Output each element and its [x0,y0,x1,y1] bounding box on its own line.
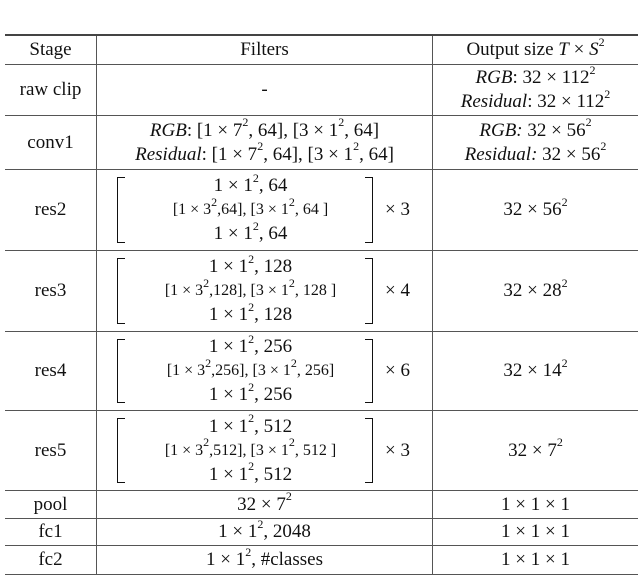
table-row-conv1 [5,116,638,170]
filters-cell [97,546,433,574]
filter-line: $1 \times 1^2$, 256 [208,331,293,357]
block-multiplier: × 3 [385,199,410,220]
right-bracket [365,339,373,403]
output-size-cell [433,519,638,545]
table-row-fc2 [5,546,638,575]
stage-cell: res4 [5,332,97,410]
filter-line: $1 \times 1^2$, #classes [206,544,323,570]
output-size-cell [433,411,638,490]
block-multiplier: × 4 [385,280,410,301]
filters-cell [97,332,433,410]
header-filters: Filters [97,36,433,64]
filter-line: $1 \times 1^2$, 64 [213,218,288,244]
table-row-res5 [5,411,638,491]
output-line: 1 × 1 × 1 [501,549,570,570]
table-row-fc1 [5,516,638,546]
output-line: $32 \times 56^2$ [503,194,568,220]
filters-cell [97,491,433,518]
header-stage: Stage [5,36,97,64]
filter-line: Residual: [$1 \times 7^2$, 64], [$3 \times 1^2$, 64] [135,139,394,165]
stage-cell: pool [5,491,97,518]
stage-cell: conv1 [5,116,97,169]
filter-line: $1 \times 1^2$, 512 [208,411,293,437]
filters-cell [97,65,433,115]
header-output-text: Output size $T \times S^2$ [466,34,605,60]
stage-cell: res2 [5,170,97,250]
table-header-row [5,36,638,65]
stage-cell: fc2 [5,546,97,574]
stage-cell: fc1 [5,519,97,545]
filter-line: $1 \times 1^2$, 128 [208,299,293,325]
output-line: $32 \times 28^2$ [503,275,568,301]
output-size-cell [433,62,638,115]
output-line: Residual: $32 \times 56^2$ [464,139,607,165]
output-line: 1 × 1 × 1 [501,521,570,542]
bottleneck-block [97,332,432,410]
filters-cell [97,116,433,169]
output-line: $32 \times 7^2$ [508,435,563,461]
filter-line: $[1 \times 3^2,256]$, [$3 \times 1^2$, 256] [166,355,335,379]
stage-cell: res3 [5,251,97,331]
filter-line: $32 \times 7^2$ [237,489,292,515]
output-size-cell [433,251,638,331]
table-row-res2 [5,170,638,251]
stage-cell: res5 [5,411,97,490]
bottleneck-block [97,170,432,250]
table-row-res4 [5,332,638,411]
filters-cell [97,170,433,250]
filter-line: $[1 \times 3^2,128]$, [$3 \times 1^2$, 128 ] [164,275,337,299]
left-bracket [117,339,125,403]
block-multiplier: × 3 [385,439,410,461]
right-bracket [365,177,373,243]
output-size-cell [433,491,638,518]
filter-line: $1 \times 1^2$, 128 [208,251,293,277]
filter-line: $1 \times 1^2$, 64 [213,170,288,196]
bottleneck-block [97,411,432,490]
output-line: RGB: $32 \times 112^2$ [475,62,596,88]
filter-line: RGB: [$1 \times 7^2$, 64], [$3 \times 1^2$, 64] [149,115,380,141]
output-line: RGB: $32 \times 56^2$ [479,115,592,141]
output-line: $32 \times 14^2$ [503,355,568,381]
header-output-size [433,36,638,64]
right-bracket [365,258,373,324]
filter-line: $1 \times 1^2$, 2048 [218,516,311,542]
stage-cell: raw clip [5,65,97,115]
block-multiplier: × 6 [385,360,410,381]
filters-cell [97,516,433,545]
left-bracket [117,177,125,243]
output-size-cell [433,116,638,169]
architecture-table [5,34,638,575]
filter-line: - [261,79,268,100]
right-bracket [365,418,373,483]
table-row-raw-clip [5,62,638,116]
left-bracket [117,258,125,324]
filter-line: $1 \times 1^2$, 256 [208,379,293,405]
filter-line: $[1 \times 3^2,512]$, [$3 \times 1^2$, 512 ] [164,435,337,459]
output-line: Residual: $32 \times 112^2$ [460,86,611,112]
filter-line: $[1 \times 3^2,64]$, [$3 \times 1^2$, 64 ] [172,194,329,218]
output-size-cell [433,170,638,250]
output-line: 1 × 1 × 1 [501,493,570,515]
left-bracket [117,418,125,483]
filters-cell [97,411,433,490]
bottleneck-block [97,251,432,331]
filter-line: $1 \times 1^2$, 512 [208,459,293,485]
output-size-cell [433,546,638,574]
output-size-cell [433,332,638,410]
table-row-res3 [5,251,638,332]
table-row-pool [5,491,638,519]
filters-cell [97,251,433,331]
